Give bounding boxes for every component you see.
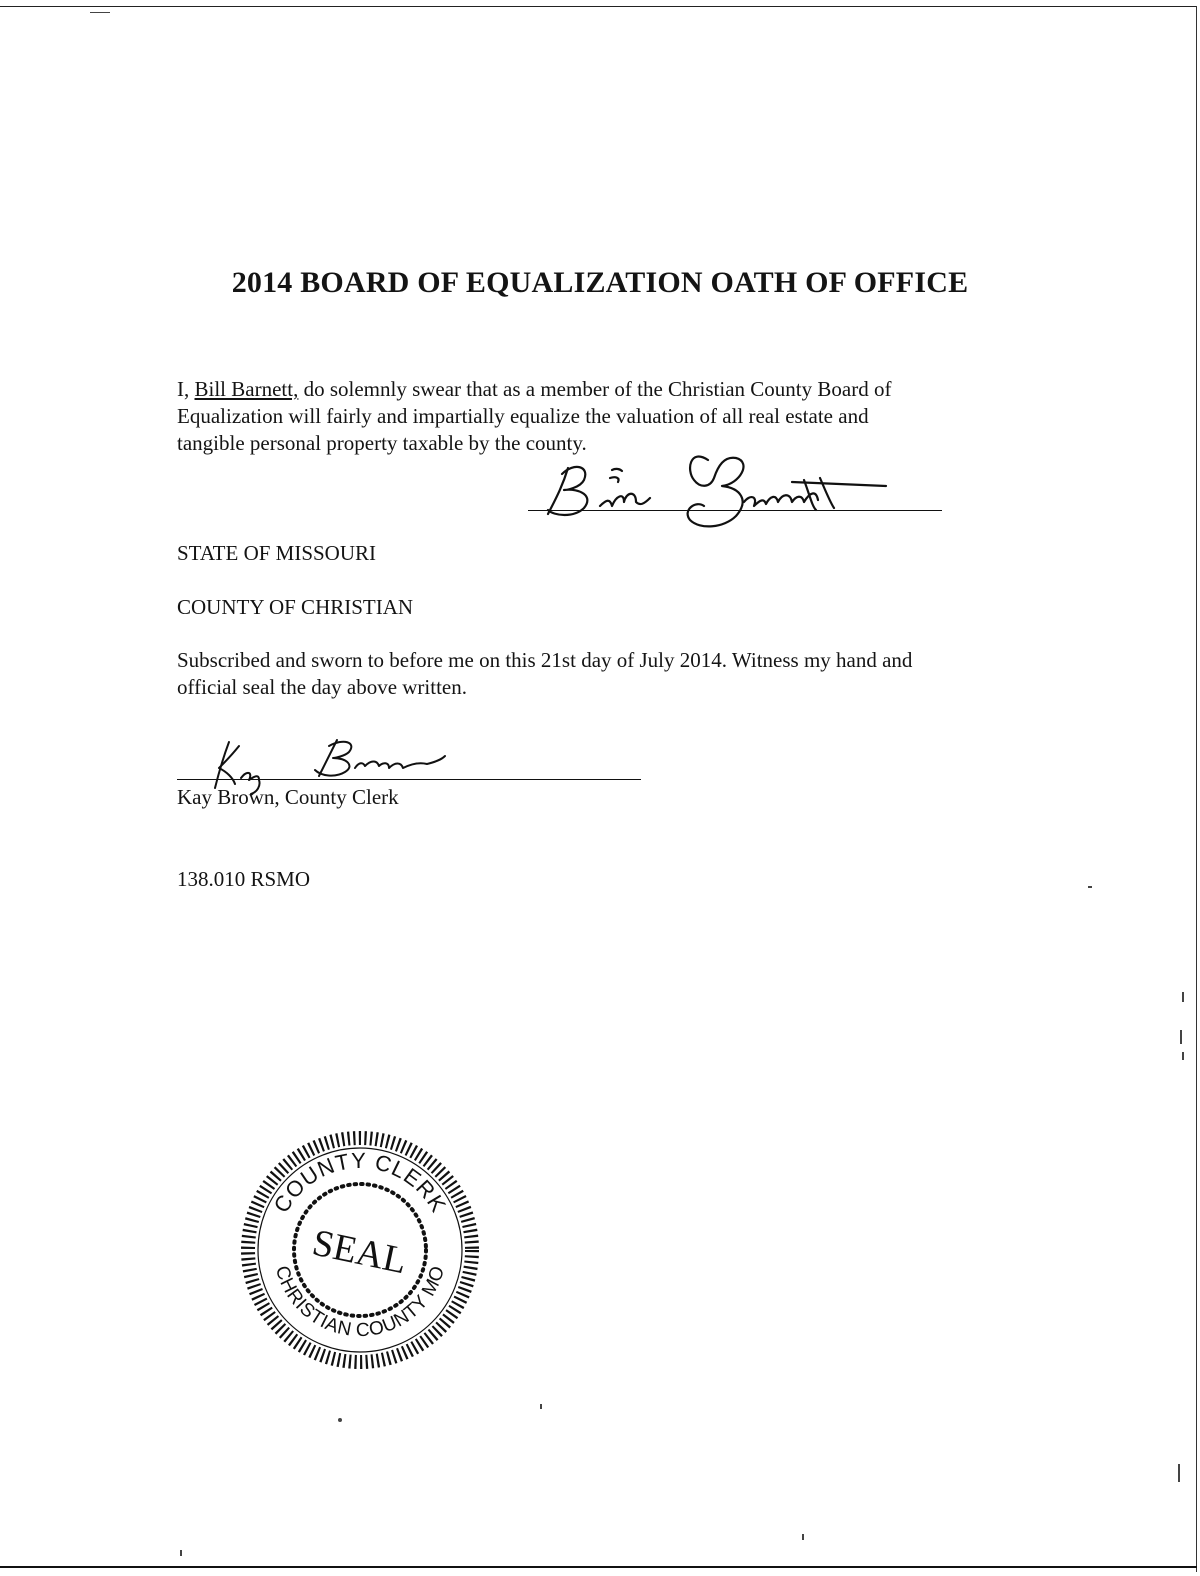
- seal-bottom-text: CHRISTIAN COUNTY MO: [270, 1263, 450, 1342]
- oath-line-3: tangible personal property taxable by the county.: [177, 431, 587, 455]
- seal-top-text: COUNTY CLERK: [268, 1147, 452, 1218]
- document-title: 2014 BOARD OF EQUALIZATION OATH OF OFFICE: [231, 266, 969, 299]
- statute-reference: 138.010 RSMO: [177, 867, 311, 891]
- oath-line-1: I, Bill Barnett, do solemnly swear that as a member of the Christian County Board of: [177, 377, 892, 401]
- clerk-title: Kay Brown, County Clerk: [177, 785, 399, 809]
- member-signature: [540, 440, 900, 540]
- county-clerk-seal: [238, 1128, 482, 1372]
- oath-line-2: Equalization will fairly and impartially equalize the valuation of all real estate and: [177, 404, 869, 428]
- member-name: Bill Barnett,: [194, 377, 299, 401]
- page-border-top: [0, 6, 1196, 7]
- state-label: STATE OF MISSOURI: [177, 541, 377, 565]
- seal-center-text: SEAL: [308, 1221, 411, 1283]
- subscribed-line-1: Subscribed and sworn to before me on this 21st day of July 2014. Witness my hand and: [177, 648, 913, 672]
- subscribed-paragraph: [177, 647, 912, 701]
- subscribed-line-2: official seal the day above written.: [177, 675, 468, 699]
- county-label: COUNTY OF CHRISTIAN: [177, 595, 414, 619]
- member-signature-line: [528, 510, 942, 511]
- clerk-signature-line: [177, 779, 641, 780]
- page-border-right: [1196, 6, 1197, 1572]
- page-border-bottom: [0, 1566, 1197, 1568]
